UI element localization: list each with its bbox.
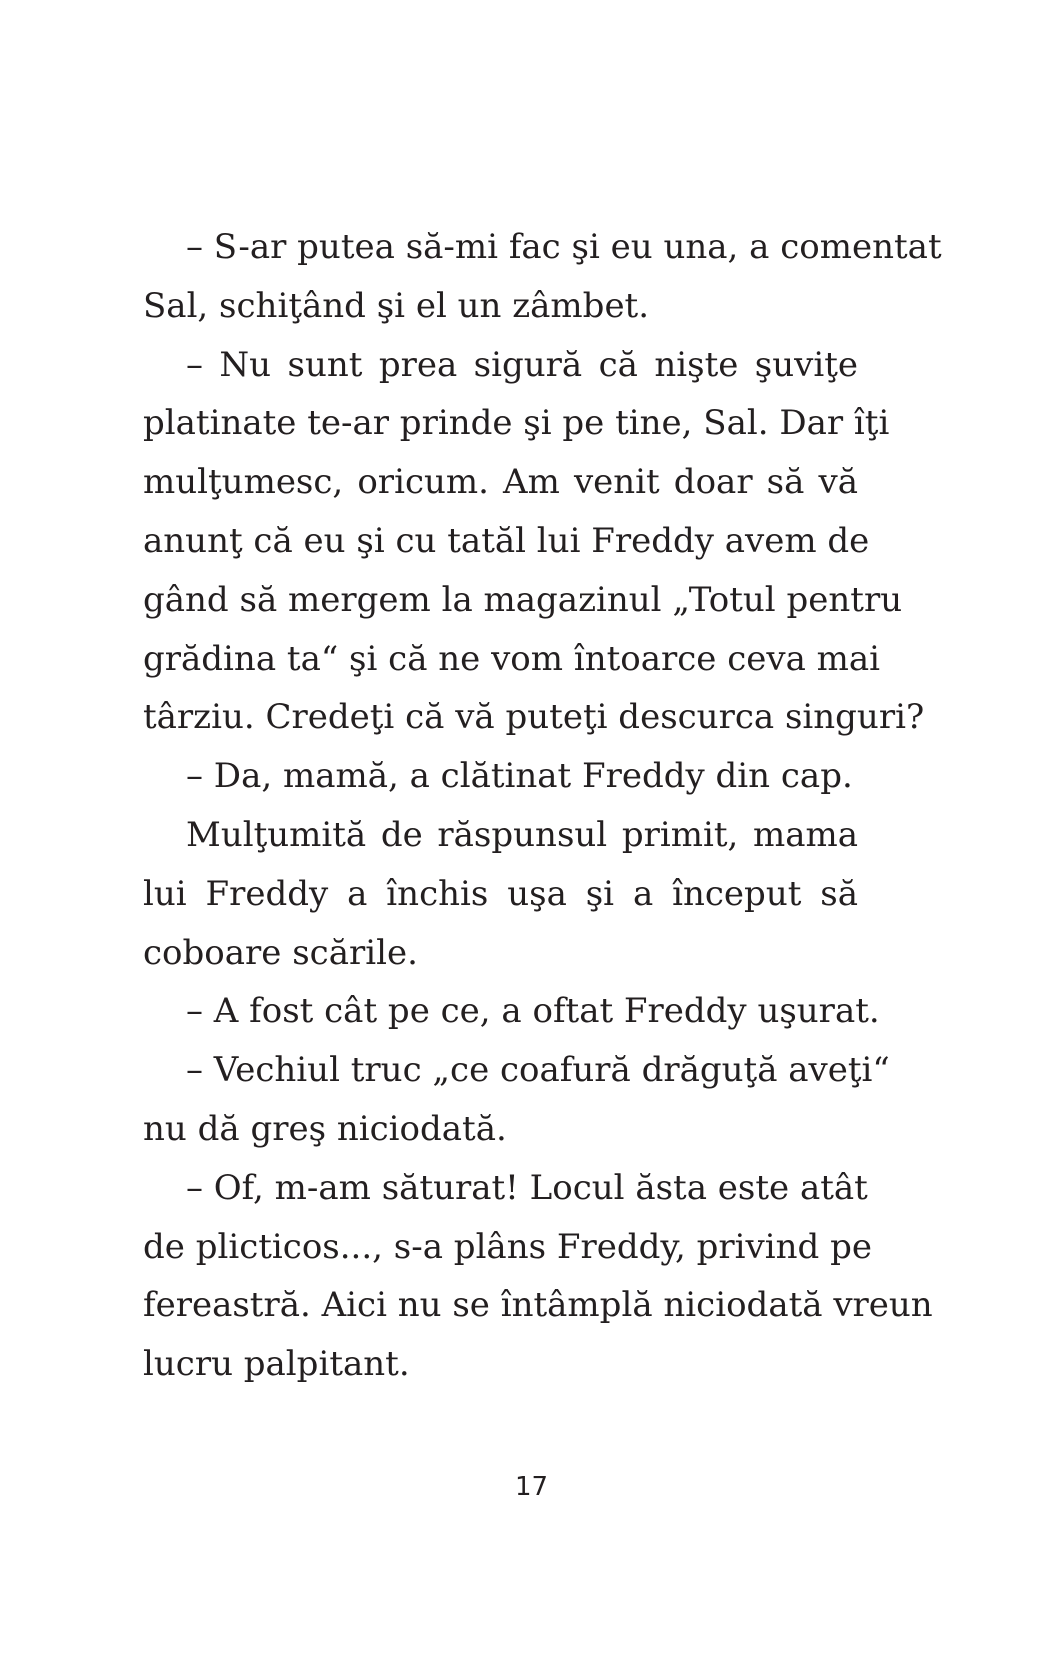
- text-line: de plicticos..., s-a plâns Freddy, privind pe: [143, 1226, 872, 1267]
- text-line: mulţumesc, oricum. Am venit doar să vă: [143, 462, 858, 503]
- body-text: [143, 218, 942, 1394]
- text-line: gând să mergem la magazinul „Totul pentru: [143, 579, 903, 620]
- text-line: platinate te-ar prinde şi pe tine, Sal. Dar îţi: [143, 403, 890, 444]
- page-number: 17: [514, 1472, 549, 1502]
- text-line: anunţ că eu şi cu tatăl lui Freddy avem de: [143, 520, 870, 561]
- text-line: lui Freddy a închis uşa şi a început să: [143, 873, 858, 914]
- text-line: – A fost cât pe ce, a oftat Freddy uşurat.: [186, 991, 880, 1032]
- text-line: – Da, mamă, a clătinat Freddy din cap.: [186, 756, 853, 797]
- text-line: – S-ar putea să-mi fac şi eu una, a comentat: [186, 227, 942, 267]
- text-line: – Vechiul truc „ce coafură drăguţă aveţi“: [186, 1050, 890, 1091]
- text-line: – Of, m-am săturat! Locul ăsta este atât: [186, 1167, 868, 1208]
- text-line: Sal, schiţând şi el un zâmbet.: [143, 285, 650, 326]
- text-line: nu dă greş niciodată.: [143, 1108, 507, 1149]
- text-line: Mulţumită de răspunsul primit, mama: [186, 814, 858, 855]
- text-line: – Nu sunt prea sigură că nişte şuviţe: [186, 344, 858, 385]
- text-line: lucru palpitant.: [143, 1344, 410, 1385]
- text-line: fereastră. Aici nu se întâmplă niciodată vreun: [143, 1285, 933, 1326]
- text-line: grădina ta“ şi că ne vom întoarce ceva mai: [143, 638, 881, 679]
- text-line: târziu. Credeţi că vă puteţi descurca singuri?: [143, 697, 925, 738]
- text-line: coboare scările.: [143, 932, 418, 973]
